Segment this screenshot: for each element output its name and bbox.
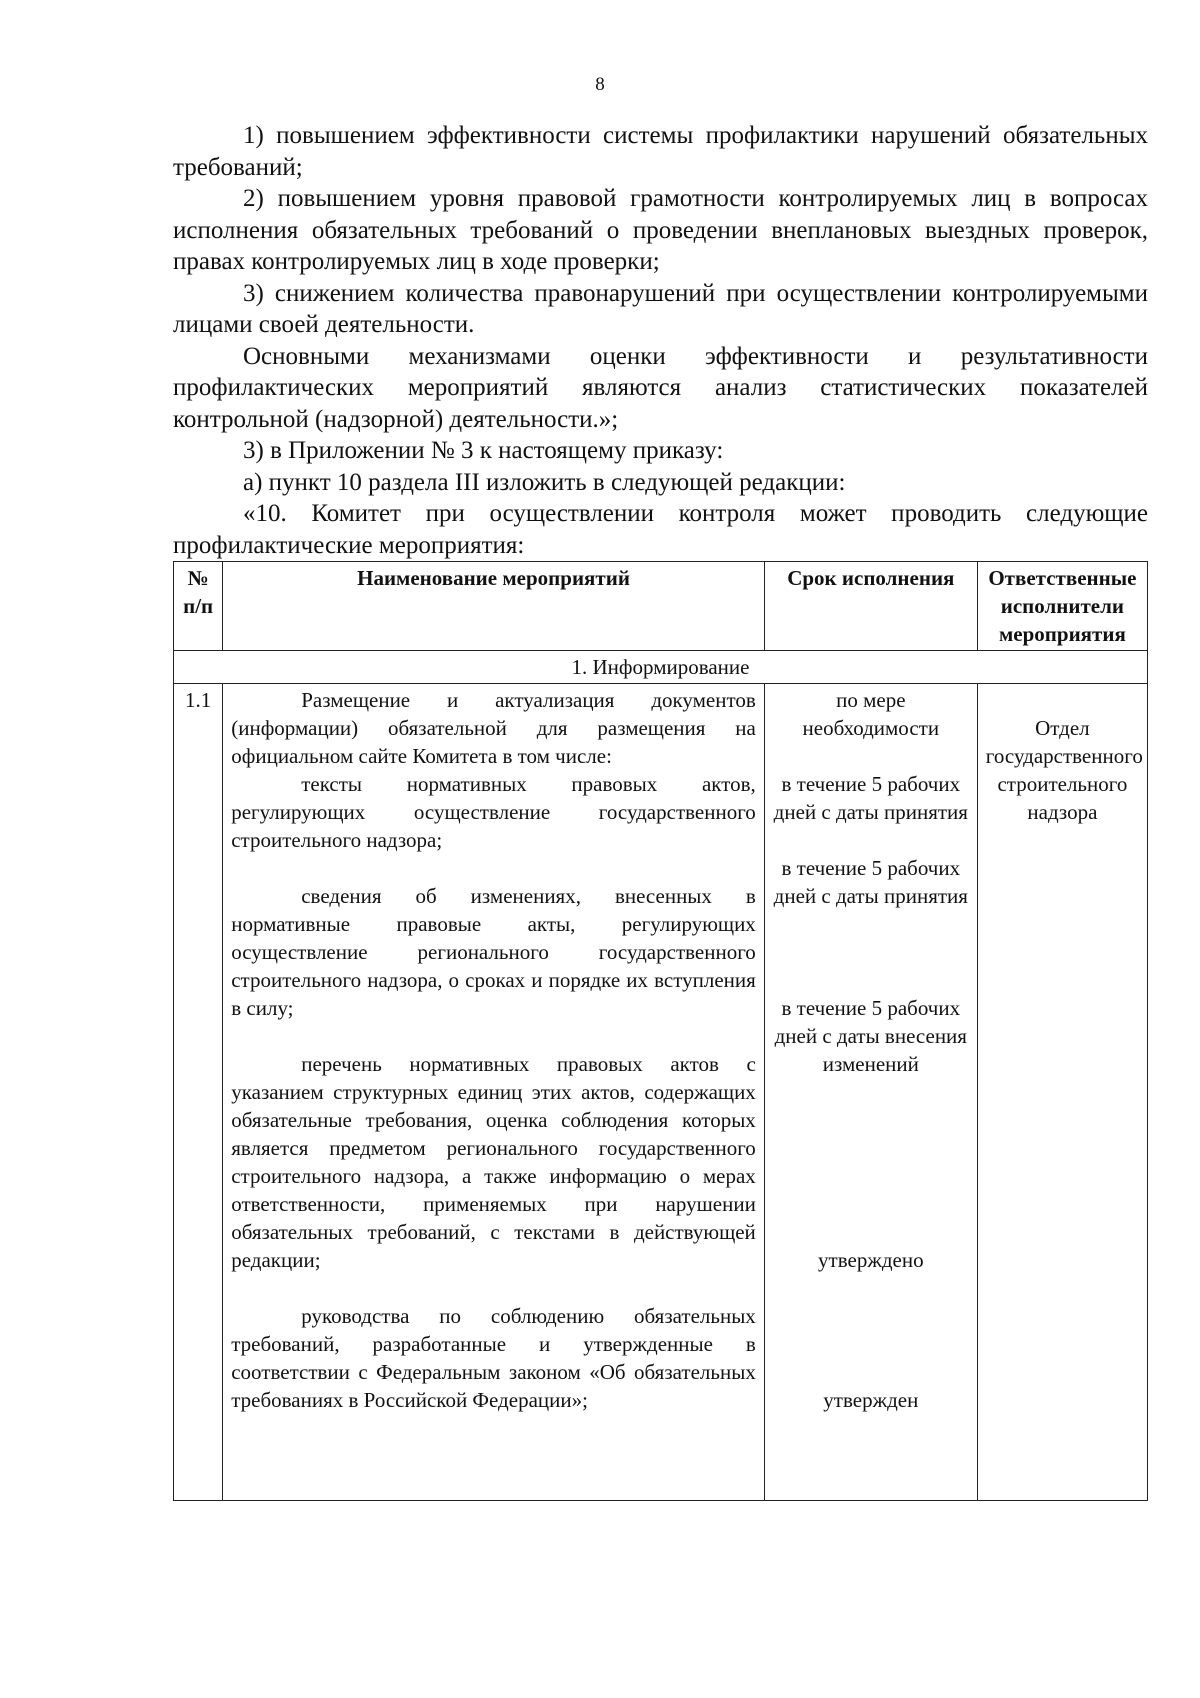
- term-item: в течение 5 рабочих дней с даты принятия: [773, 772, 968, 824]
- table-row: [174, 684, 1148, 1501]
- header-responsible: Ответственные исполнители мероприятия: [977, 562, 1147, 651]
- term-item: по мере необходимости: [802, 688, 940, 740]
- term-item: в течение 5 рабочих дней с даты принятия: [773, 856, 968, 908]
- paragraph-3: 3) снижением количества правонарушений при осуществлении контролируемыми лицами своей деятельности.: [173, 279, 1148, 338]
- document-body: [173, 120, 1148, 561]
- header-term: Срок исполнения: [764, 562, 977, 651]
- term-item: утверждено: [818, 1248, 924, 1272]
- table-header-row: [174, 562, 1148, 651]
- measures-table: [173, 561, 1148, 1501]
- page-number: 8: [595, 74, 605, 95]
- paragraph-2: 2) повышением уровня правовой грамотности контролируемых лиц в вопросах исполнения обязательных требований о проведении внеплановых выездных проверок, правах контролируемых лиц в ходе проверки;: [173, 185, 1148, 275]
- term-item: утвержден: [823, 1388, 919, 1412]
- header-name: Наименование мероприятий: [223, 562, 765, 651]
- measure-item: сведения об изменениях, внесенных в нормативные правовые акты, регулирующих осуществление регионального государственного строительного надзора, о сроках и порядке их вступления в силу;: [231, 884, 756, 1020]
- measure-item: перечень нормативных правовых актов с указанием структурных единиц этих актов, содержащих обязательные требования, оценка соблюдения которых является предметом регионального государственного строительного надзора, а также информацию о мерах ответственности, применяемых при нарушении обязательных требований, с текстами в действующей редакции;: [231, 1052, 756, 1272]
- measure-item: тексты нормативных правовых актов, регулирующих осуществление государственного строительного надзора;: [231, 772, 756, 852]
- paragraph-7: «10. Комитет при осуществлении контроля может проводить следующие профилактические мероприятия:: [173, 500, 1148, 559]
- row-number: 1.1: [174, 684, 223, 1501]
- row-responsible: Отдел государственного строительного надзора: [977, 684, 1147, 1501]
- section-title: 1. Информирование: [174, 651, 1148, 684]
- paragraph-4: Основными механизмами оценки эффективности и результативности профилактических мероприятий являются анализ статистических показателей контрольной (надзорной) деятельности.»;: [173, 342, 1148, 433]
- measure-item: руководства по соблюдению обязательных требований, разработанные и утвержденные в соответствии с Федеральным законом «Об обязательных требованиях в Российской Федерации»;: [231, 1304, 756, 1412]
- row-terms: [764, 684, 977, 1501]
- section-row: [174, 651, 1148, 684]
- paragraph-5: 3) в Приложении № 3 к настоящему приказу:: [243, 437, 724, 464]
- paragraph-6: а) пункт 10 раздела III изложить в следующей редакции:: [243, 468, 846, 496]
- paragraph-1: 1) повышением эффективности системы профилактики нарушений обязательных требований;: [173, 122, 1148, 181]
- term-item: в течение 5 рабочих дней с даты внесения изменений: [774, 996, 967, 1076]
- header-num: № п/п: [174, 562, 223, 651]
- measure-item: Размещение и актуализация документов (информации) обязательной для размещения на официальном сайте Комитета в том числе:: [231, 688, 756, 768]
- row-measures: [223, 684, 765, 1501]
